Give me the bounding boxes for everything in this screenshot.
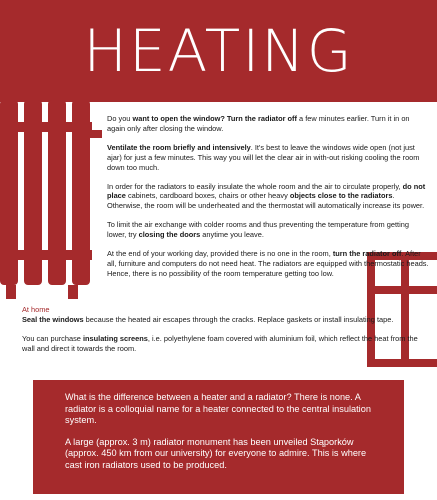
emphasis-text: want to open the window? Turn the radiator off — [132, 114, 297, 123]
body-text: because the heated air escapes through the cracks. Replace gaskets or install insulating tape. — [83, 314, 394, 324]
section-heading: At home — [22, 305, 50, 314]
body-text: To limit the air exchange with colder rooms and thus preventing the temperature from getting lower, try — [107, 220, 409, 240]
body-text: . It's best to leave the windows wide open (not just ajar) for just a few minutes. This way you will let the clear air in with-out risking cooling the room down too much. — [107, 142, 420, 172]
paragraph — [107, 182, 429, 212]
body-text: You can purchase — [22, 333, 83, 343]
body-text: , i.e. polyethylene foam covered with aluminium foil, which reflect the heat from the wall and direct it towards the room. — [22, 333, 418, 353]
info-paragraph: What is the difference between a heater and a radiator? There is none. A radiator is a colloquial name for a heater connected to the central insulation system. — [65, 392, 371, 426]
body-text: In order for the radiators to easily insulate the whole room and the air to circulate properly, — [107, 181, 403, 191]
info-paragraph: A large (approx. 3 m) radiator monument has been unveiled Stąporków (approx. 450 km from our university) for everyone to admire. This is where cast iron radiators used to be produced. — [65, 436, 367, 470]
paragraph — [22, 334, 432, 354]
paragraph — [107, 114, 429, 134]
emphasis-text: do not place — [107, 181, 426, 201]
emphasis-text: Seal the windows — [22, 314, 84, 324]
info-box — [33, 380, 404, 494]
body-text: a few minutes earlier. Turn it in on again only after closing the window. — [107, 114, 410, 133]
body-text: anytime you leave. — [200, 230, 264, 240]
radiator-icon — [0, 100, 102, 304]
main-content — [107, 114, 429, 288]
body-text: Do you — [107, 114, 133, 123]
header-banner — [0, 0, 437, 102]
body-text: . After all, furniture and computers do not need heat. The radiators are equipped with thermostatic heads. Hence, there is no possibility of the room temperature getting too low. — [107, 249, 429, 278]
paragraph — [107, 249, 429, 279]
emphasis-text: insulating screens — [82, 333, 148, 343]
body-text: cabinets, cardboard boxes, chairs or other heavy — [125, 191, 290, 201]
paragraph — [22, 315, 432, 325]
emphasis-text: closing the doors — [138, 230, 201, 240]
emphasis-text: objects close to the radiators — [289, 191, 393, 201]
emphasis-text: turn the radiator off — [332, 249, 402, 259]
paragraph — [107, 143, 429, 173]
paragraph — [107, 220, 429, 240]
body-text: At the end of your working day, provided there is no one in the room, — [107, 249, 333, 259]
page-title: HEATING — [83, 17, 354, 85]
at-home-section — [22, 305, 432, 363]
emphasis-text: Ventilate the room briefly and intensively — [107, 142, 251, 152]
body-text: . Otherwise, the room will be underheated and the thermostat will automatically increase its power. — [107, 191, 425, 211]
